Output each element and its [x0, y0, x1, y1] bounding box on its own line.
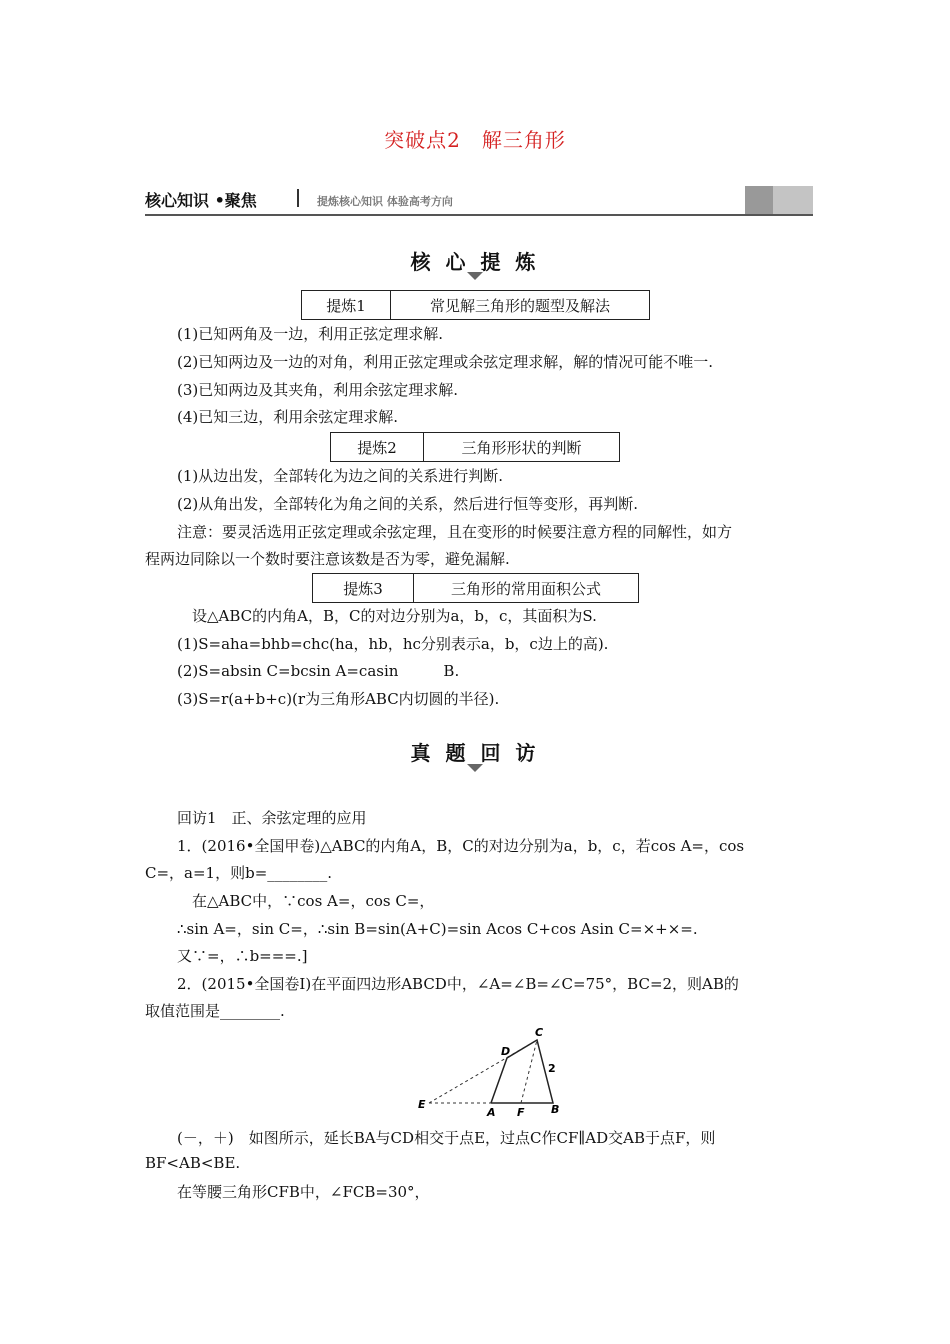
box-text: 三角形形状的判断 [461, 438, 582, 457]
box-label: 提炼3 [313, 574, 414, 602]
section-header-bar [145, 186, 813, 216]
box-tilian-3 [312, 573, 639, 603]
text-line: (2)已知两边及一边的对角，利用正弦定理或余弦定理求解，解的情况可能不唯一. [177, 353, 714, 371]
box-text: 常见解三角形的题型及解法 [429, 296, 610, 315]
box-tilian-2 [330, 432, 620, 462]
label-b: B [551, 1103, 560, 1116]
section-subtitle: 提炼核心知识 体验高考方向 [317, 195, 453, 208]
heading-core-arrow-icon [467, 272, 483, 280]
text-line: (3)已知两边及其夹角，利用余弦定理求解. [177, 381, 459, 399]
quadrilateral-figure [415, 1025, 575, 1120]
note-line: 注意：要灵活选用正弦定理或余弦定理，且在变形的时候要注意方程的同解性，如方 [177, 523, 733, 541]
text-line: (1)已知两角及一边，利用正弦定理求解. [177, 325, 444, 343]
solution-line: 在△ABC中，∵cos A=，cos C=， [192, 892, 435, 910]
note-line: 程两边同除以一个数时要注意该数是否为零，避免漏解. [145, 550, 510, 568]
label-a: A [487, 1106, 496, 1119]
answer-line: 在等腰三角形CFB中，∠FCB=30°， [177, 1183, 430, 1201]
heading-review: 真 题 回 访 [410, 741, 540, 765]
label-f: F [517, 1106, 525, 1119]
section-divider [297, 189, 299, 207]
problem-line: C=，a=1，则b=________. [145, 864, 333, 882]
solution-line: 又∵=，∴b===.] [177, 947, 308, 965]
text-line: (3)S=r(a+b+c)(r为三角形ABC内切圆的半径). [177, 690, 500, 708]
text-line: (2)S=absin C=bcsin A=casin B. [177, 662, 460, 680]
problem-line: 1．(2016•全国甲卷)△ABC的内角A，B，C的对边分别为a，b，c，若cos A=，cos [177, 837, 745, 855]
box-label: 提炼2 [331, 433, 424, 461]
text-line: 设△ABC的内角A，B，C的对边分别为a，b，c，其面积为S. [192, 607, 597, 625]
label-c: C [535, 1026, 544, 1039]
problem-line: 取值范围是________. [145, 1002, 285, 1020]
text-line: (2)从角出发，全部转化为角之间的关系，然后进行恒等变形，再判断. [177, 495, 639, 513]
label-2: 2 [548, 1062, 556, 1075]
box-tilian-1 [301, 290, 650, 320]
heading-review-arrow-icon [467, 764, 483, 772]
text-line: (4)已知三边，利用余弦定理求解. [177, 408, 399, 426]
solution-line: ∴sin A=，sin C=，∴sin B=sin(A+C)=sin Acos C+cos Asin C=×+×=. [177, 920, 698, 938]
section-decor-dark [745, 186, 773, 214]
box-text: 三角形的常用面积公式 [450, 579, 601, 598]
text-line: (1)从边出发，全部转化为边之间的关系进行判断. [177, 467, 504, 485]
box-label: 提炼1 [302, 291, 391, 319]
section-decor-light [773, 186, 813, 214]
answer-line: BF<AB<BE. [145, 1154, 241, 1172]
page-title: 突破点2 解三角形 [384, 128, 566, 152]
label-e: E [418, 1098, 426, 1111]
review-title: 回访1 正、余弦定理的应用 [177, 809, 367, 827]
heading-core: 核 心 提 炼 [410, 250, 540, 274]
answer-line: (－，＋) 如图所示，延长BA与CD相交于点E，过点C作CF∥AD交AB于点F，则 [177, 1129, 716, 1147]
problem-line: 2．(2015•全国卷Ⅰ)在平面四边形ABCD中，∠A=∠B=∠C=75°，BC=2，则AB的 [177, 975, 739, 993]
text-line: (1)S=aha=bhb=chc(ha，hb，hc分别表示a，b，c边上的高). [177, 635, 609, 653]
section-title: 核心知识 •聚焦 [145, 191, 257, 210]
label-d: D [501, 1045, 511, 1058]
